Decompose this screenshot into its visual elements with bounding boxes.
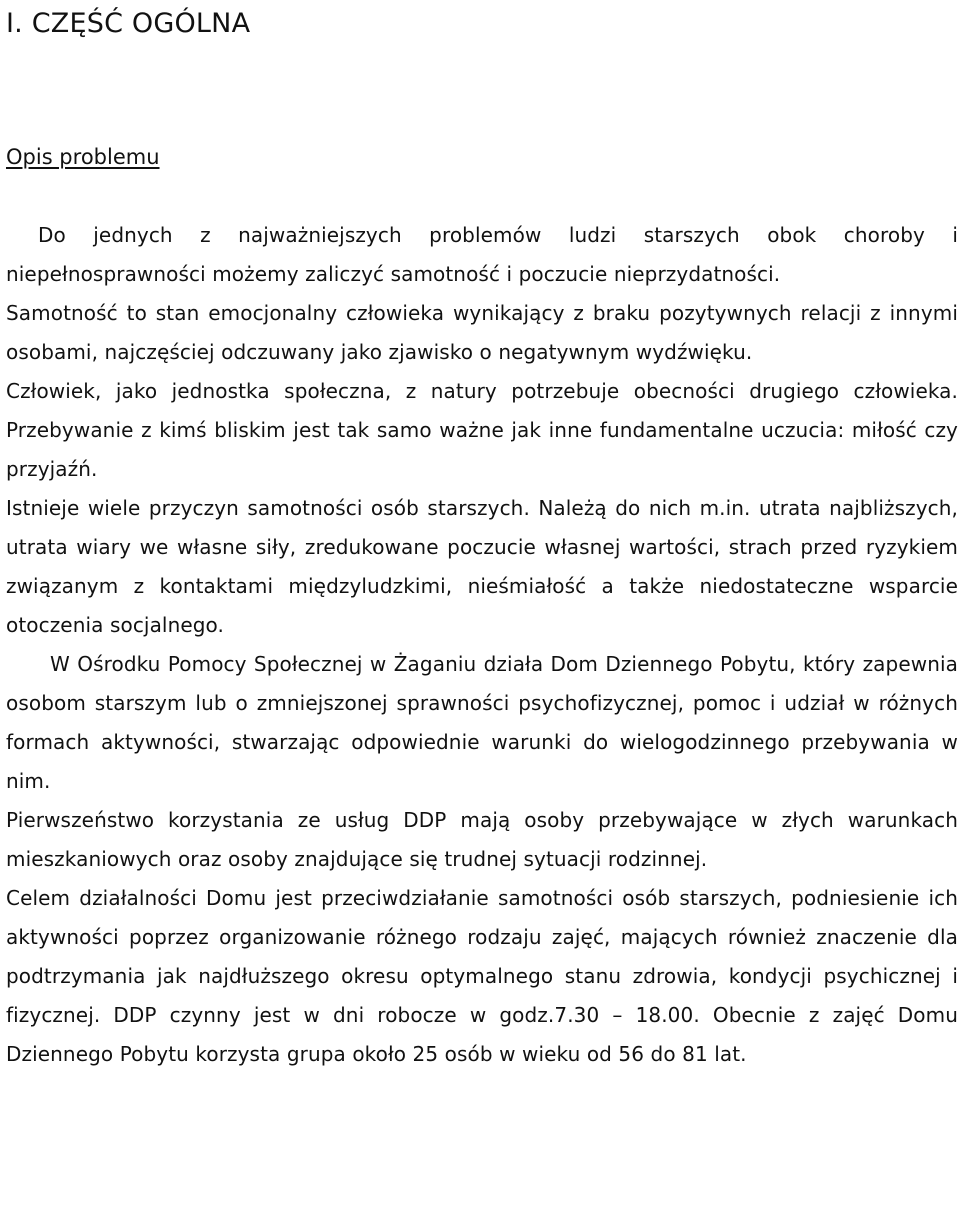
document-body — [6, 216, 958, 1074]
paragraph-causes: Istnieje wiele przyczyn samotności osób starszych. Należą do nich m.in. utrata najbliższych, utrata wiary we własne siły, zredukowane poczucie własnej wartości, strach przed ryzykiem związanym z kontaktami międzyludzkimi, nieśmiałość a także niedostateczne wsparcie otoczenia socjalnego. — [6, 496, 958, 637]
paragraph-priority: Pierwszeństwo korzystania ze usług DDP mają osoby przebywające w złych warunkach mieszkaniowych oraz osoby znajdujące się trudnej sytuacji rodzinnej. — [6, 808, 958, 871]
paragraph-goals: Celem działalności Domu jest przeciwdziałanie samotności osób starszych, podniesienie ich aktywności poprzez organizowanie różnego rodzaju zajęć, mających również znaczenie dla podtrzymania jak najdłuższego okresu optymalnego stanu zdrowia, kondycji psychicznej i fizycznej. DDP czynny jest w dni robocze w godz.7.30 – 18.00. Obecnie z zajęć Domu Dziennego Pobytu korzysta grupa około 25 osób w wieku od 56 do 81 lat. — [6, 886, 958, 1066]
chapter-title: I. CZĘŚĆ OGÓLNA — [6, 8, 251, 39]
paragraph-intro: Do jednych z najważniejszych problemów ludzi starszych obok choroby i niepełnosprawności możemy zaliczyć samotność i poczucie nieprzydatności. — [6, 223, 958, 286]
section-title: Opis problemu — [6, 145, 160, 169]
paragraph-day-care-center: W Ośrodku Pomocy Społecznej w Żaganiu działa Dom Dziennego Pobytu, który zapewnia osobom starszym lub o zmniejszonej sprawności psychofizycznej, pomoc i udział w różnych formach aktywności, stwarzając odpowiednie warunki do wielogodzinnego przebywania w nim. — [6, 652, 958, 793]
paragraph-social-being: Człowiek, jako jednostka społeczna, z natury potrzebuje obecności drugiego człowieka. Przebywanie z kimś bliskim jest tak samo ważne jak inne fundamentalne uczucia: miłość czy przyjaźń. — [6, 379, 958, 481]
paragraph-loneliness-definition: Samotność to stan emocjonalny człowieka wynikający z braku pozytywnych relacji z innymi osobami, najczęściej odczuwany jako zjawisko o negatywnym wydźwięku. — [6, 301, 958, 364]
